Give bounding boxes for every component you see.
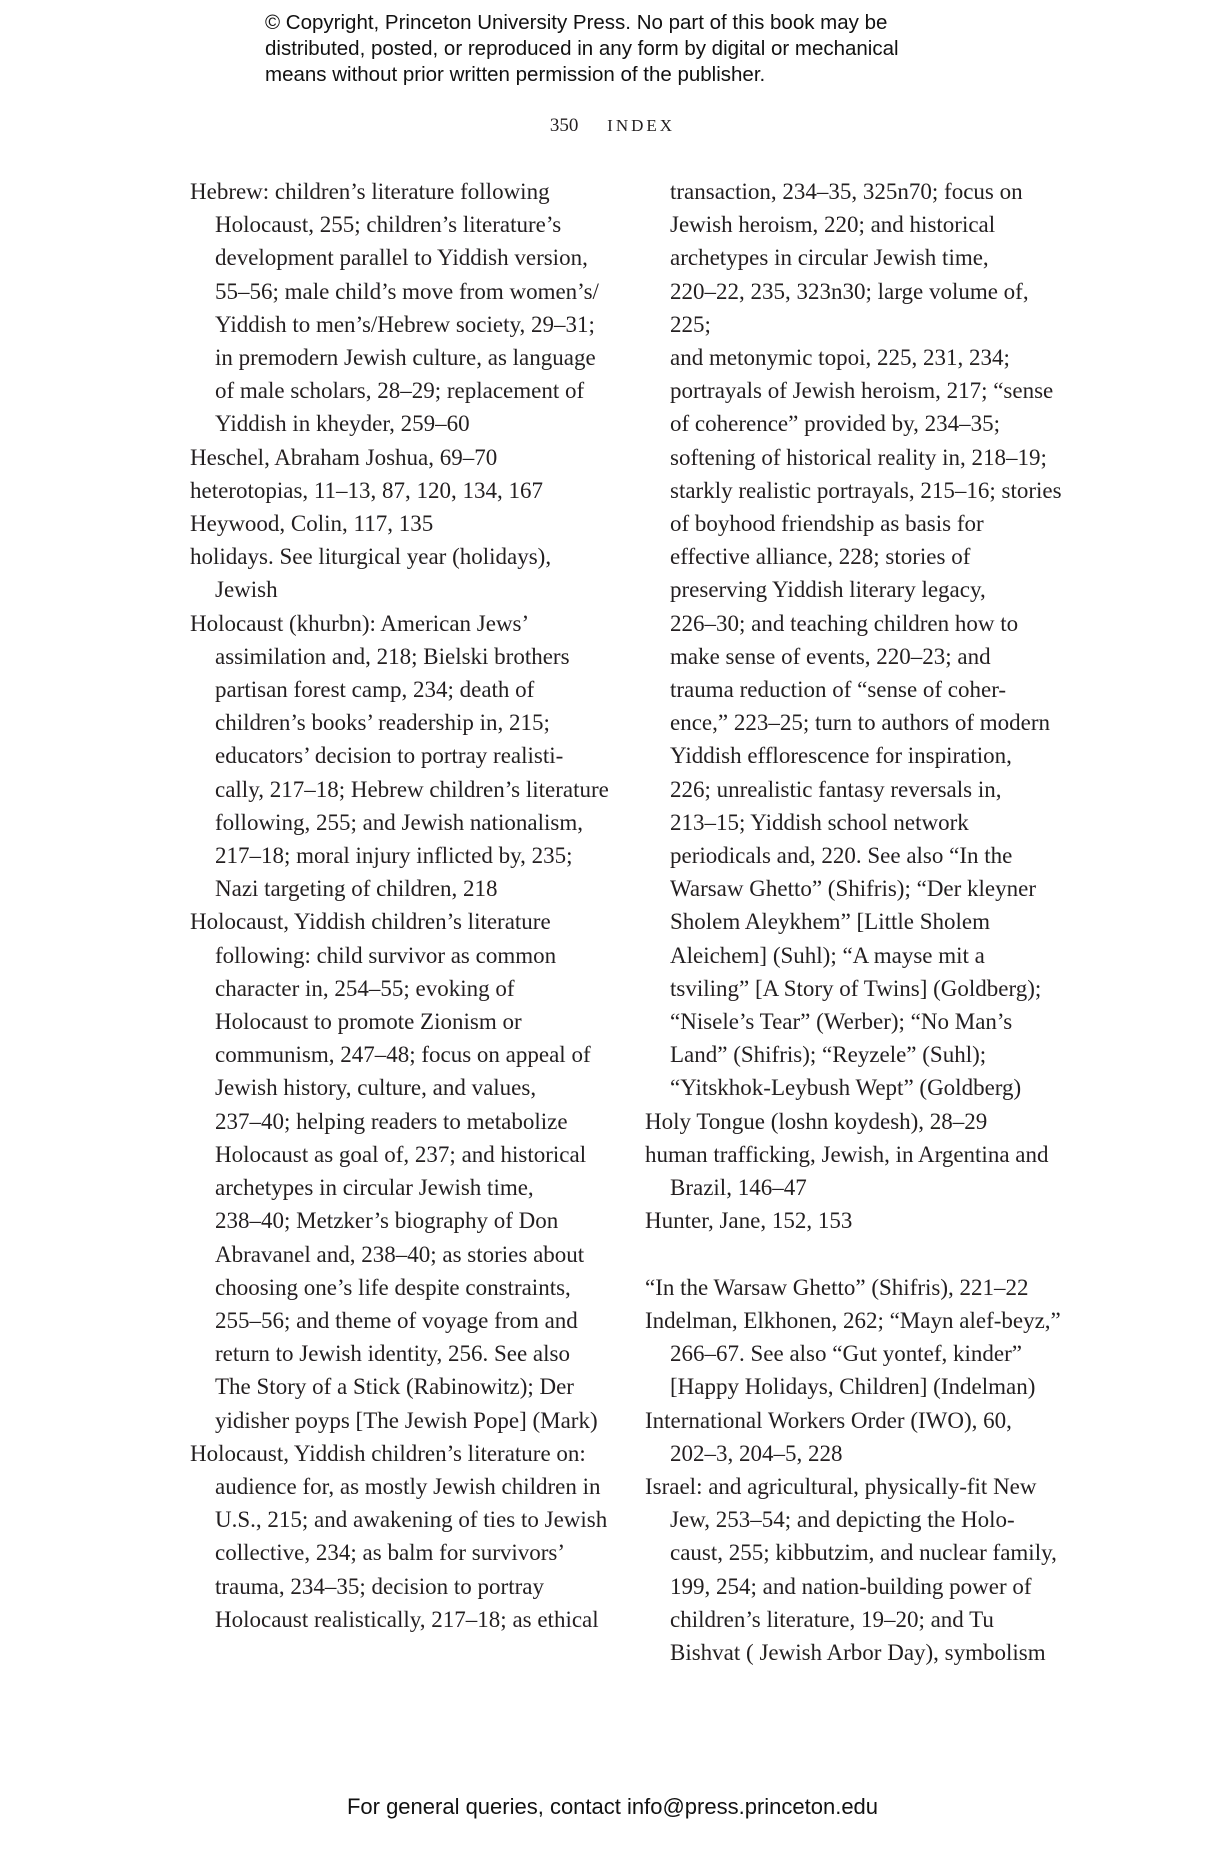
index-entry-line: trauma reduction of “sense of coher- xyxy=(670,677,1007,703)
index-entry-line: human trafficking, Jewish, in Argentina and xyxy=(645,1141,1049,1167)
index-entry-line: “In the Warsaw Ghetto” (Shifris), 221–22 xyxy=(645,1274,1029,1300)
index-entry-line: Holocaust as goal of, 237; and historical xyxy=(215,1141,587,1167)
index-entry xyxy=(190,507,620,540)
index-entry-line: following: child survivor as common xyxy=(215,942,557,968)
index-entry-line: Holocaust (khurbn): American Jews’ xyxy=(190,610,530,636)
index-entry-line: choosing one’s life despite constraints, xyxy=(215,1274,571,1300)
index-entry-line: return to Jewish identity, 256. See also xyxy=(215,1341,570,1367)
section-title: INDEX xyxy=(607,116,676,135)
index-entry-line: 202–3, 204–5, 228 xyxy=(670,1440,843,1466)
page-number: 350 xyxy=(549,115,579,136)
index-entry xyxy=(645,1105,1065,1138)
index-entry-line: Jewish history, culture, and values, xyxy=(215,1075,537,1101)
index-entry xyxy=(645,1204,1065,1237)
running-head xyxy=(0,112,1225,140)
index-entry-line: development parallel to Yiddish version, xyxy=(215,245,588,271)
index-entry-line: Yiddish efflorescence for inspiration, xyxy=(670,743,1012,769)
index-entry xyxy=(645,1271,1065,1304)
index-entry-line: Land” (Shifris); “Reyzele” (Suhl); xyxy=(670,1042,987,1068)
index-entry-line: 255–56; and theme of voyage from and xyxy=(215,1307,578,1333)
index-entry-line: in premodern Jewish culture, as language xyxy=(215,345,596,371)
letter-group-gap xyxy=(645,1238,1065,1271)
index-entry-line: Israel: and agricultural, physically-fit New xyxy=(645,1473,1037,1499)
index-entry-line: softening of historical reality in, 218–19; xyxy=(670,444,1047,470)
copyright-line: means without prior written permission of the publisher. xyxy=(265,63,766,86)
index-entry-line: The Story of a Stick (Rabinowitz); Der xyxy=(215,1374,574,1400)
index-entry-line: Warsaw Ghetto” (Shifris); “Der kleyner xyxy=(670,876,1037,902)
index-entry-line: Jew, 253–54; and depicting the Holo- xyxy=(670,1507,1015,1533)
index-entry-line: yidisher poyps [The Jewish Pope] (Mark) xyxy=(215,1407,598,1433)
index-entry-continued xyxy=(645,175,1065,1105)
index-entry-line: Sholem Aleykhem” [Little Sholem xyxy=(670,909,991,935)
index-entry xyxy=(645,1404,1065,1470)
index-entry xyxy=(190,607,620,906)
index-entry-line: transaction, 234–35, 325n70; focus on xyxy=(670,179,1023,204)
index-entry-line: children’s literature, 19–20; and Tu xyxy=(670,1606,994,1632)
footer-contact: For general queries, contact info@press.princeton.edu xyxy=(346,1794,879,1819)
copyright-notice xyxy=(265,10,1025,88)
index-entry-line: 199, 254; and nation-building power of xyxy=(670,1573,1032,1599)
index-entry-line: Abravanel and, 238–40; as stories about xyxy=(215,1241,585,1267)
index-entry-line: 237–40; helping readers to metabolize xyxy=(215,1108,568,1134)
index-entry-line: holidays. See liturgical year (holidays), xyxy=(190,544,552,570)
index-entry-line: character in, 254–55; evoking of xyxy=(215,975,515,1001)
index-entry-line: tsviling” [A Story of Twins] (Goldberg); xyxy=(670,975,1042,1001)
index-entry-line: Holocaust realistically, 217–18; as ethical xyxy=(215,1606,599,1632)
index-entry xyxy=(645,1304,1065,1404)
index-entry-line: Holocaust, Yiddish children’s literature on: xyxy=(190,1440,586,1466)
index-entry-line: “Nisele’s Tear” (Werber); “No Man’s xyxy=(670,1009,1013,1035)
index-entry-line: 238–40; Metzker’s biography of Don xyxy=(215,1208,559,1234)
index-entry-line: of male scholars, 28–29; replacement of xyxy=(215,378,585,404)
index-entry-line: caust, 255; kibbutzim, and nuclear family, xyxy=(670,1540,1057,1566)
index-entry-line: 266–67. See also “Gut yontef, kinder” xyxy=(670,1341,1022,1367)
index-entry-line: Yiddish to men’s/Hebrew society, 29–31; xyxy=(215,311,595,337)
index-entry xyxy=(190,540,620,606)
index-entry-line: ence,” 223–25; turn to authors of modern xyxy=(670,710,1051,736)
index-entry-line: communism, 247–48; focus on appeal of xyxy=(215,1042,591,1068)
index-entry-line: audience for, as mostly Jewish children in xyxy=(215,1473,601,1499)
index-entry-line: Heywood, Colin, 117, 135 xyxy=(190,511,434,537)
index-entry-line: Hebrew: children’s literature following xyxy=(190,179,550,204)
index-entry-line: following, 255; and Jewish nationalism, xyxy=(215,809,583,835)
index-entry-line: make sense of events, 220–23; and xyxy=(670,643,991,669)
index-entry xyxy=(190,474,620,507)
index-entry-line: Jewish xyxy=(215,577,278,603)
index-entry-line: and metonymic topoi, 225, 231, 234; xyxy=(670,345,1010,371)
index-entry-line: U.S., 215; and awakening of ties to Jewish xyxy=(215,1507,608,1533)
index-entry-line: of boyhood friendship as basis for xyxy=(670,511,984,537)
index-entry-line: Holocaust to promote Zionism or xyxy=(215,1009,522,1035)
index-entry-line: archetypes in circular Jewish time, xyxy=(215,1175,534,1201)
index-entry-line: International Workers Order (IWO), 60, xyxy=(645,1407,1012,1433)
index-entry-line: Jewish heroism, 220; and historical xyxy=(670,212,996,238)
index-entry-line: “Yitskhok-Leybush Wept” (Goldberg) xyxy=(670,1075,1022,1101)
index-entry-line: effective alliance, 228; stories of xyxy=(670,544,971,570)
index-entry-line: portrayals of Jewish heroism, 217; “sense xyxy=(670,378,1054,404)
index-entry-line: archetypes in circular Jewish time, xyxy=(670,245,989,271)
index-entry-line: starkly realistic portrayals, 215–16; stories xyxy=(670,477,1062,503)
index-entry-line: educators’ decision to portray realisti- xyxy=(215,743,564,769)
index-entry-line: Indelman, Elkhonen, 262; “Mayn alef-beyz,” xyxy=(645,1307,1061,1333)
index-entry xyxy=(190,905,620,1436)
index-entry xyxy=(190,175,620,441)
index-entry-line: [Happy Holidays, Children] (Indelman) xyxy=(670,1374,1036,1400)
index-entry-line: of coherence” provided by, 234–35; xyxy=(670,411,1000,437)
index-entry-line: Brazil, 146–47 xyxy=(670,1175,807,1201)
index-entry-line: 226–30; and teaching children how to xyxy=(670,610,1019,636)
index-entry-line: 226; unrealistic fantasy reversals in, xyxy=(670,776,1002,802)
index-entry xyxy=(645,1470,1065,1669)
index-entry xyxy=(190,1437,620,1636)
index-entry xyxy=(190,441,620,474)
index-entry-line: collective, 234; as balm for survivors’ xyxy=(215,1540,566,1566)
index-entry-line: trauma, 234–35; decision to portray xyxy=(215,1573,544,1599)
index-entry-line: 213–15; Yiddish school network xyxy=(670,809,969,835)
index-entry-line: cally, 217–18; Hebrew children’s literature xyxy=(215,776,609,802)
index-entry-line: Yiddish in kheyder, 259–60 xyxy=(215,411,470,437)
index-entry-line: Nazi targeting of children, 218 xyxy=(215,876,498,902)
index-entry-line: Aleichem] (Suhl); “A mayse mit a xyxy=(670,942,985,968)
index-column-right xyxy=(645,175,1065,1669)
index-entry-line: Hunter, Jane, 152, 153 xyxy=(645,1208,853,1234)
index-entry-line: 55–56; male child’s move from women’s/ xyxy=(215,278,599,304)
index-entry-line: 220–22, 235, 323n30; large volume of, 225; xyxy=(670,278,1029,337)
index-entry-line: Holocaust, Yiddish children’s literature xyxy=(190,909,551,935)
index-entry-line: children’s books’ readership in, 215; xyxy=(215,710,550,736)
index-column-left xyxy=(190,175,620,1636)
copyright-line: distributed, posted, or reproduced in any form by digital or mechanical xyxy=(265,37,899,60)
index-entry-line: heterotopias, 11–13, 87, 120, 134, 167 xyxy=(190,477,544,503)
index-entry-line: Holocaust, 255; children’s literature’s xyxy=(215,212,562,238)
index-entry-line: partisan forest camp, 234; death of xyxy=(215,677,535,703)
index-entry-line: Bishvat ( Jewish Arbor Day), symbolism xyxy=(670,1639,1046,1665)
index-entry-line: Heschel, Abraham Joshua, 69–70 xyxy=(190,444,498,470)
index-entry xyxy=(645,1138,1065,1204)
index-entry-line: assimilation and, 218; Bielski brothers xyxy=(215,643,570,669)
index-entry-line: periodicals and, 220. See also “In the xyxy=(670,843,1013,869)
index-entry-line: Holy Tongue (loshn koydesh), 28–29 xyxy=(645,1108,988,1134)
index-entry-line: 217–18; moral injury inflicted by, 235; xyxy=(215,843,573,869)
copyright-line: © Copyright, Princeton University Press. No part of this book may be xyxy=(265,11,888,34)
index-entry-line: preserving Yiddish literary legacy, xyxy=(670,577,986,603)
